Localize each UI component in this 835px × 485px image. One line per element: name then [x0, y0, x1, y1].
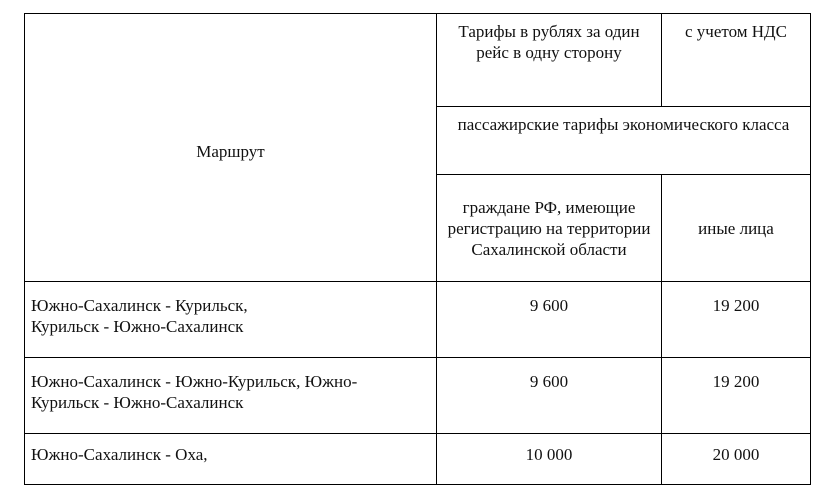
residents-price-cell: 9 600 [437, 358, 662, 434]
tariff-table [24, 13, 811, 485]
route-line: Южно-Сахалинск - Оха, [31, 445, 208, 464]
route-line: Курильск - Южно-Сахалинск [31, 317, 244, 336]
route-line: Южно-Сахалинск - Курильск, [31, 296, 248, 315]
residents-price-cell: 10 000 [437, 434, 662, 485]
others-price-cell: 19 200 [662, 358, 811, 434]
route-line: Южно-Сахалинск - Южно-Курильск, Южно- [31, 372, 358, 391]
others-price-cell: 19 200 [662, 282, 811, 358]
vat-note-header: с учетом НДС [662, 14, 811, 107]
table-row [25, 434, 811, 485]
residents-header: граждане РФ, имеющие регистрацию на территории Сахалинской области [437, 175, 662, 282]
route-cell [25, 358, 437, 434]
others-header: иные лица [662, 175, 811, 282]
economy-class-header: пассажирские тарифы экономического класса [437, 107, 811, 175]
route-cell [25, 282, 437, 358]
others-price-cell: 20 000 [662, 434, 811, 485]
table-row [25, 358, 811, 434]
route-cell [25, 434, 437, 485]
table-row [25, 282, 811, 358]
route-header: Маршрут [25, 14, 437, 282]
residents-price-cell: 9 600 [437, 282, 662, 358]
tariff-per-trip-header: Тарифы в рублях за один рейс в одну сторону [437, 14, 662, 107]
route-line: Курильск - Южно-Сахалинск [31, 393, 244, 412]
header-row-1 [25, 14, 811, 107]
